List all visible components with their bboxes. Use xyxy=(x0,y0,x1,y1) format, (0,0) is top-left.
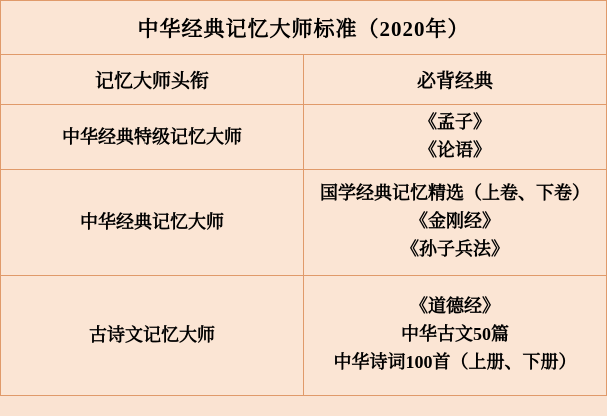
classic-item: 《孟子》 xyxy=(419,112,491,132)
classic-item: 《孙子兵法》 xyxy=(401,239,509,260)
table-row xyxy=(1,275,607,395)
table-title: 中华经典记忆大师标准（2020年） xyxy=(1,1,607,55)
classic-item: 《论语》 xyxy=(419,139,491,160)
table-title-row xyxy=(1,1,607,55)
classic-item: 国学经典记忆精选（上卷、下卷） xyxy=(320,183,590,204)
classic-item-obscured xyxy=(310,349,600,377)
classic-item: 中华古文50篇 xyxy=(401,324,509,345)
table-row xyxy=(1,105,607,170)
column-header-classics: 必背经典 xyxy=(304,55,607,105)
classic-item: 《金刚经》 xyxy=(410,211,500,232)
classics-list xyxy=(304,275,607,395)
column-header-title: 记忆大师头衔 xyxy=(1,55,304,105)
table-header-row xyxy=(1,55,607,105)
role-name: 中华经典记忆大师 xyxy=(1,169,304,275)
classics-list xyxy=(304,169,607,275)
role-name: 古诗文记忆大师 xyxy=(1,275,304,395)
classic-item: 《道德经》 xyxy=(410,296,500,317)
role-name: 中华经典特级记忆大师 xyxy=(1,105,304,170)
table-row xyxy=(1,169,607,275)
classics-list xyxy=(304,105,607,170)
classic-item-text: 中华诗词100首（上册、下册） xyxy=(333,352,577,373)
